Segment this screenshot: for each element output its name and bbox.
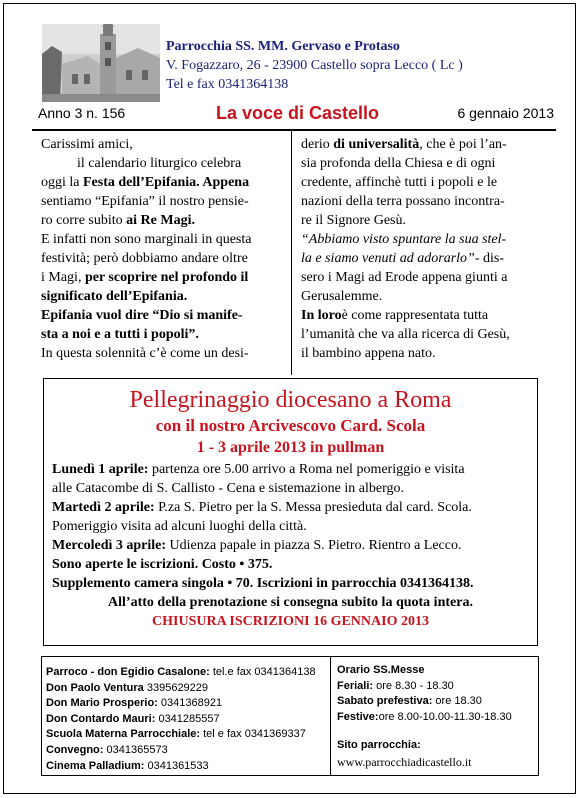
- parish-phone: Tel e fax 0341364138: [166, 77, 289, 92]
- issue-number: Anno 3 n. 156: [38, 105, 126, 121]
- pilgrimage-program: [44, 459, 537, 631]
- newsletter-title: La voce di Castello: [216, 103, 380, 123]
- mass-row: [337, 679, 512, 695]
- enrollment-open: Sono aperte le iscrizioni. Costo • 375.: [52, 557, 273, 572]
- contact-row: [46, 743, 316, 759]
- mass-row: [337, 710, 512, 726]
- masthead: [34, 103, 554, 125]
- day-text: partenza ore 5.00 arrivo a Roma nel pomeriggio e visita: [148, 462, 465, 477]
- text-bold: Festa dell’Epifania: [83, 175, 197, 190]
- pilgrimage-dates: 1 - 3 aprile 2013 in pullman: [196, 439, 385, 456]
- website-label: Sito parrocchia:: [337, 739, 421, 751]
- contact-value: 0341368921: [157, 697, 223, 710]
- mass-schedule: [337, 663, 512, 725]
- contact-label: Don Contardo Mauri:: [46, 712, 156, 725]
- text-italic: “Abbiamo visto spuntare la sua stel-: [301, 232, 507, 247]
- contact-value: 0341365573: [103, 743, 168, 756]
- mass-label: Sabato prefestiva:: [337, 695, 433, 708]
- text-line: Gerusalemme.: [301, 289, 383, 304]
- day-label: Mercoledì 3 aprile:: [52, 538, 167, 553]
- contact-row: [46, 696, 316, 712]
- mass-row: [337, 694, 512, 710]
- parish-name: Parrocchia SS. MM. Gervaso e Protaso: [166, 39, 400, 54]
- text-bold: significato dell’Epifania.: [41, 289, 188, 304]
- day-label: Martedì 2 aprile:: [52, 500, 155, 515]
- text-line: nazioni della terra possano incontra-: [301, 194, 505, 209]
- text-line: credente, affinchè tutti i popoli e le: [301, 175, 498, 190]
- text-line: l’umanità che va alla ricerca di Gesù,: [301, 327, 510, 342]
- parish-address: V. Fogazzaro, 26 - 23900 Castello sopra Lecco ( Lc ): [166, 58, 463, 73]
- day-text: alle Catacombe di S. Callisto - Cena e sistemazione in albergo.: [52, 481, 404, 496]
- text-line: E infatti non sono marginali in questa: [41, 232, 252, 247]
- day-label: Lunedì 1 aprile:: [52, 462, 149, 477]
- text-line: re il Signore Gesù.: [301, 213, 406, 228]
- text-line: i Magi,: [41, 270, 82, 285]
- contact-label: Scuola Materna Parrocchiale:: [46, 728, 201, 741]
- contact-label: Don Mario Prosperio:: [46, 697, 158, 710]
- text-line: il bambino appena nato.: [301, 346, 436, 361]
- contact-label: Parroco - don Egidio Casalone:: [46, 666, 210, 678]
- contact-row: [46, 727, 316, 743]
- pilgrimage-box: [43, 378, 538, 646]
- mass-value: ore 8.30 - 18.30: [373, 679, 454, 692]
- text-bold: Epifania vuol dire “Dio si manife-: [41, 308, 243, 323]
- pilgrimage-subtitle: con il nostro Arcivescovo Card. Scola: [155, 416, 426, 435]
- text-bold: In loro: [301, 308, 342, 323]
- contact-value: 0341361533: [144, 759, 209, 772]
- footer-box: [41, 656, 539, 776]
- mass-label: Feriali:: [337, 679, 374, 692]
- mass-label: Festive:: [337, 710, 379, 723]
- text-line: sentiamo “Epifania” il nostro pensie-: [41, 194, 249, 209]
- issue-date: 6 gennaio 2013: [457, 105, 554, 121]
- day-text: Pomeriggio visita ad alcuni luoghi della città.: [52, 519, 307, 534]
- contact-value: tel.e fax 0341364138: [209, 666, 316, 678]
- mass-title: Orario SS.Messe: [337, 664, 425, 676]
- text-bold: di universalità: [333, 137, 420, 152]
- deposit-info: All’atto della prenotazione si consegna subito la quota intera.: [108, 595, 473, 610]
- text-line: In questa solennità c’è come un desi-: [41, 346, 249, 361]
- contacts-list: [46, 665, 316, 774]
- newsletter-page: [3, 3, 576, 794]
- text-italic: la e siamo venuti ad adorarlo”: [301, 251, 475, 266]
- website-url[interactable]: www.parrocchiadicastello.it: [337, 755, 472, 769]
- mass-value: ore 18.30: [432, 695, 482, 708]
- text-bold: sta a noi e a tutti i popoli”.: [41, 327, 199, 342]
- mass-value: ore 8.00-10.00-11.30-18.30: [378, 710, 512, 723]
- contact-value: 0341285557: [155, 712, 220, 725]
- text-line: festività; però dobbiamo andare oltre: [41, 251, 248, 266]
- church-image: [42, 24, 160, 102]
- text-line: - dis-: [474, 251, 505, 266]
- text-line: ro corre subito: [41, 213, 123, 228]
- pilgrimage-title: Pellegrinaggio diocesano a Roma: [129, 387, 452, 413]
- contact-value: tel e fax 0341369337: [200, 728, 306, 741]
- column-divider: [291, 131, 292, 375]
- footer-divider: [330, 657, 331, 775]
- contact-label: Don Paolo Ventura: [46, 681, 144, 694]
- church-photo: [42, 24, 160, 102]
- text-bold: . Appena: [196, 175, 250, 190]
- supplement-info: Supplemento camera singola • 70. Iscrizioni in parrocchia 0341364138.: [52, 576, 474, 591]
- article-right-column: [301, 135, 541, 363]
- masthead-rule: [32, 129, 556, 131]
- text-line: derio: [301, 137, 330, 152]
- article-left-column: Carissimi amici, il calendario liturgico celebra oggi la Festa dell’Epifania . Appena sentiamo “Epifania” il nostro pensie- ro corre subito ai Re Magi . E infatti non sono marginali in questa festività; però dobbiamo andare oltre i Magi, per scoprire nel profondo il significato dell’Epifania. Epifania vuol dire “Dio si manife- sta a noi e a tutti i popoli”. In questa solennità c’è come un desi-: [41, 137, 252, 361]
- enrollment-deadline: CHIUSURA ISCRIZIONI 16 GENNAIO 2013: [152, 614, 429, 629]
- text-line: è come rappresentata tutta: [341, 308, 489, 323]
- website-info: [337, 737, 472, 771]
- text-bold: ai Re Magi: [126, 213, 192, 228]
- contact-row: [46, 665, 316, 681]
- day-text: P.za S. Pietro per la S. Messa presieduta dal card. Scola.: [154, 500, 472, 515]
- contact-row: [46, 712, 316, 728]
- parish-header: [166, 37, 566, 94]
- text-line: sero i Magi ad Erode appena giunti a: [301, 270, 508, 285]
- text-bold: per scoprire nel profondo il: [84, 270, 249, 285]
- contact-row: [46, 759, 316, 775]
- contact-label: Convegno:: [46, 743, 104, 756]
- contact-value: 3395629229: [143, 681, 209, 694]
- contact-label: Cinema Palladium:: [46, 759, 145, 772]
- day-text: Udienza papale in piazza S. Pietro. Rientro a Lecco.: [166, 538, 462, 553]
- text-line: il calendario liturgico celebra: [77, 156, 242, 171]
- text-line: Carissimi amici,: [41, 137, 133, 152]
- contact-row: [46, 681, 316, 697]
- text-line: oggi la: [41, 175, 80, 190]
- text-line: , che è poi l’an-: [419, 137, 507, 152]
- text-line: sia profonda della Chiesa e di ogni: [301, 156, 496, 171]
